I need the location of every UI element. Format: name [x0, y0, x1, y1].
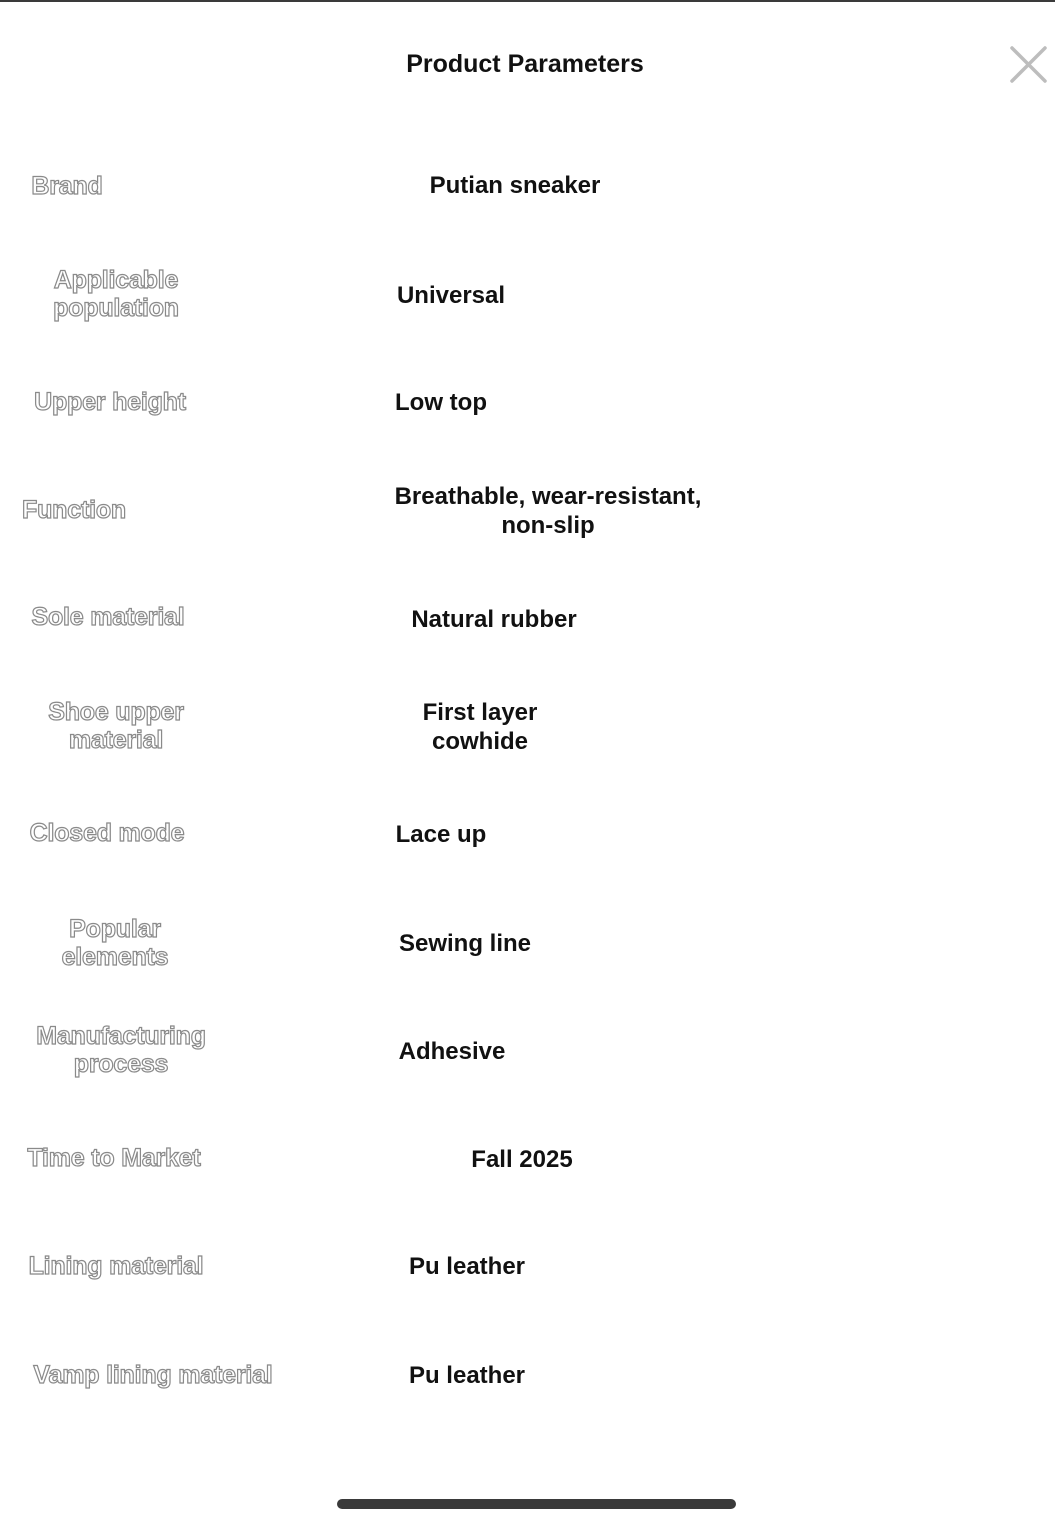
param-label-brand: Brand: [31, 172, 103, 200]
param-value-applicable-population: Universal: [396, 282, 506, 309]
param-label-popular-elements: Popular elements: [61, 915, 169, 971]
param-label-applicable-population: Applicable population: [53, 266, 179, 322]
param-value-function: Breathable, wear-resistant, non-slip: [394, 483, 702, 539]
param-label-time-to-market: Time to Market: [27, 1144, 201, 1172]
param-label-manufacturing-process: Manufacturing process: [36, 1022, 206, 1078]
param-value-popular-elements: Sewing line: [398, 930, 532, 957]
close-button[interactable]: [1000, 36, 1055, 91]
param-label-function: Function: [22, 496, 126, 524]
param-value-brand: Putian sneaker: [429, 172, 601, 199]
param-value-lining-material: Pu leather: [408, 1253, 526, 1280]
param-value-manufacturing-process: Adhesive: [398, 1038, 506, 1065]
close-icon: [1000, 36, 1055, 91]
param-label-shoe-upper-material: Shoe upper material: [48, 698, 184, 754]
page-title: Product Parameters: [406, 50, 644, 78]
top-border: [0, 0, 1055, 2]
param-label-upper-height: Upper height: [34, 388, 186, 416]
param-label-sole-material: Sole material: [31, 603, 185, 631]
param-value-upper-height: Low top: [395, 389, 487, 416]
param-label-lining-material: Lining material: [28, 1252, 204, 1280]
param-value-shoe-upper-material: First layer cowhide: [422, 699, 538, 755]
param-label-closed-mode: Closed mode: [29, 819, 185, 847]
param-value-closed-mode: Lace up: [395, 821, 487, 848]
param-value-time-to-market: Fall 2025: [471, 1146, 573, 1173]
home-indicator[interactable]: [337, 1499, 736, 1509]
param-value-vamp-lining-material: Pu leather: [408, 1362, 526, 1389]
param-value-sole-material: Natural rubber: [411, 606, 577, 633]
param-label-vamp-lining-material: Vamp lining material: [33, 1361, 273, 1389]
